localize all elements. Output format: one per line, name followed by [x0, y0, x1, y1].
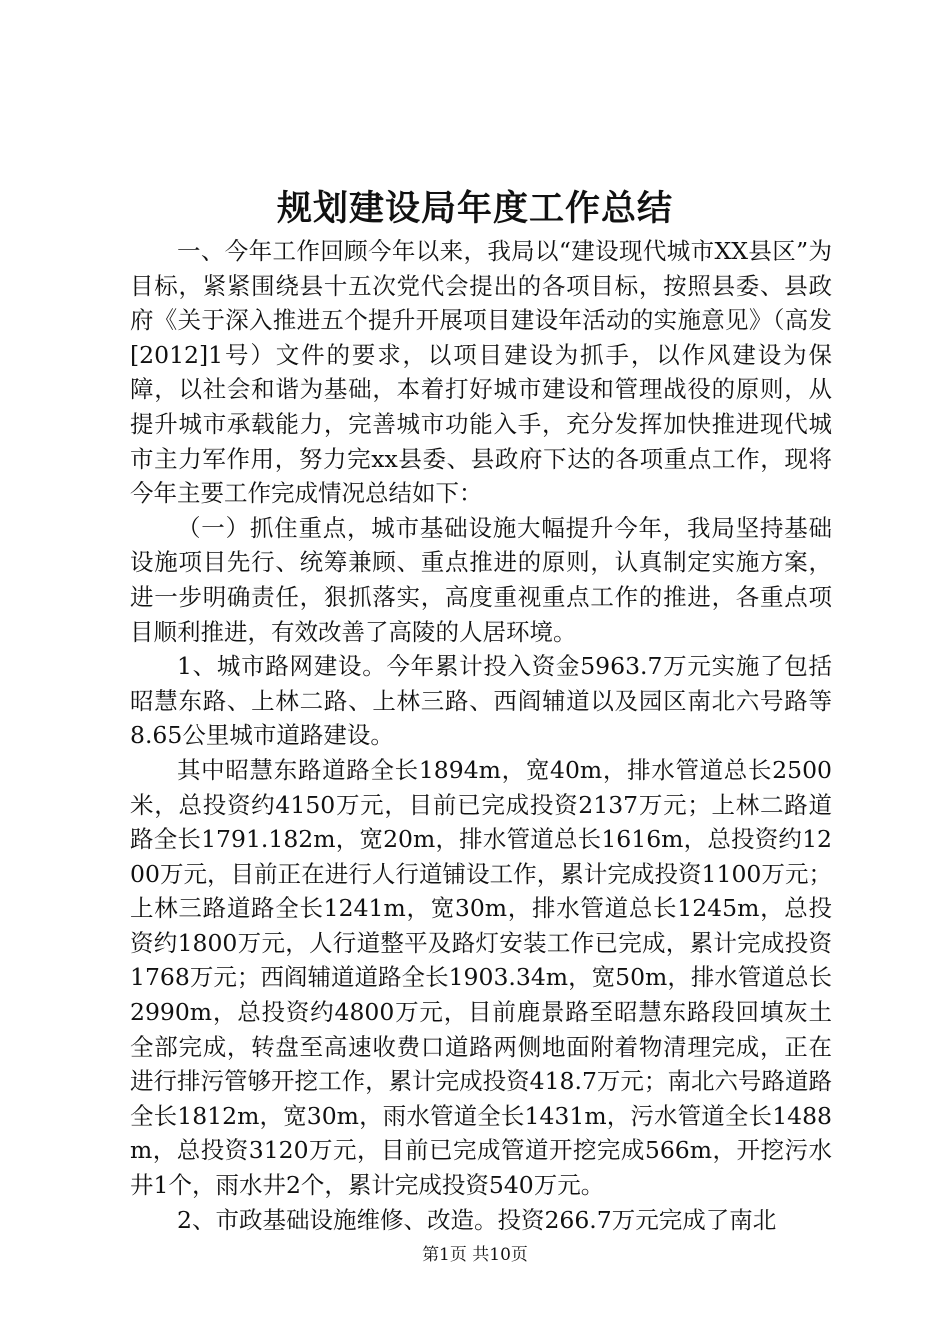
document-body	[130, 234, 832, 1237]
paragraph-review-intro: 一、今年工作回顾今年以来，我局以“建设现代城市XX县区”为目标，紧紧围绕县十五次党代会提出的各项目标，按照县委、县政府《关于深入推进五个提升开展项目建设年活动的实施意见》（高发[2012]1号）文件的要求，以项目建设为抓手，以作风建设为保障，以社会和谐为基础，本着打好城市建设和管理战役的原则，从提升城市承载能力，完善城市功能入手，充分发挥加快推进现代城市主力军作用，努力完xx县委、县政府下达的各项重点工作，现将今年主要工作完成情况总结如下：	[130, 237, 832, 508]
paragraph-road-details: 其中昭慧东路道路全长1894m，宽40m，排水管道总长2500米，总投资约4150万元，目前已完成投资2137万元；上林二路道路全长1791.182m，宽20m，排水管道总长1616m，总投资约1200万元，目前正在进行人行道铺设工作，累计完成投资1100万元；上林三路道路全长1241m，宽30m，排水管道总长1245m，总投资约1800万元，人行道整平及路灯安装工作已完成，累计完成投资1768万元；西阎辅道道路全长1903.34m，宽50m，排水管道总长2990m，总投资约4800万元，目前鹿景路至昭慧东路段回填灰土全部完成，转盘至高速收费口道路两侧地面附着物清理完成，正在进行排污管够开挖工作，累计完成投资418.7万元；南北六号路道路全长1812m，宽30m，雨水管道全长1431m，污水管道全长1488m，总投资3120万元，目前已完成管道开挖完成566m，开挖污水井1个，雨水井2个，累计完成投资540万元。	[130, 755, 832, 1200]
page-number: 第1页 共10页	[422, 1245, 528, 1265]
paragraph-road-network: 1、城市路网建设。今年累计投入资金5963.7万元实施了包括昭慧东路、上林二路、上林三路、西阎辅道以及园区南北六号路等8.65公里城市道路建设。	[130, 652, 832, 750]
paragraph-section-one: （一）抓住重点，城市基础设施大幅提升今年，我局坚持基础设施项目先行、统筹兼顾、重点推进的原则，认真制定实施方案，进一步明确责任，狠抓落实，高度重视重点工作的推进，各重点项目顺利推进，有效改善了高陵的人居环境。	[130, 513, 832, 646]
document-title: 规划建设局年度工作总结	[276, 188, 673, 229]
paragraph-municipal-maintenance: 2、市政基础设施维修、改造。投资266.7万元完成了南北	[177, 1205, 777, 1234]
